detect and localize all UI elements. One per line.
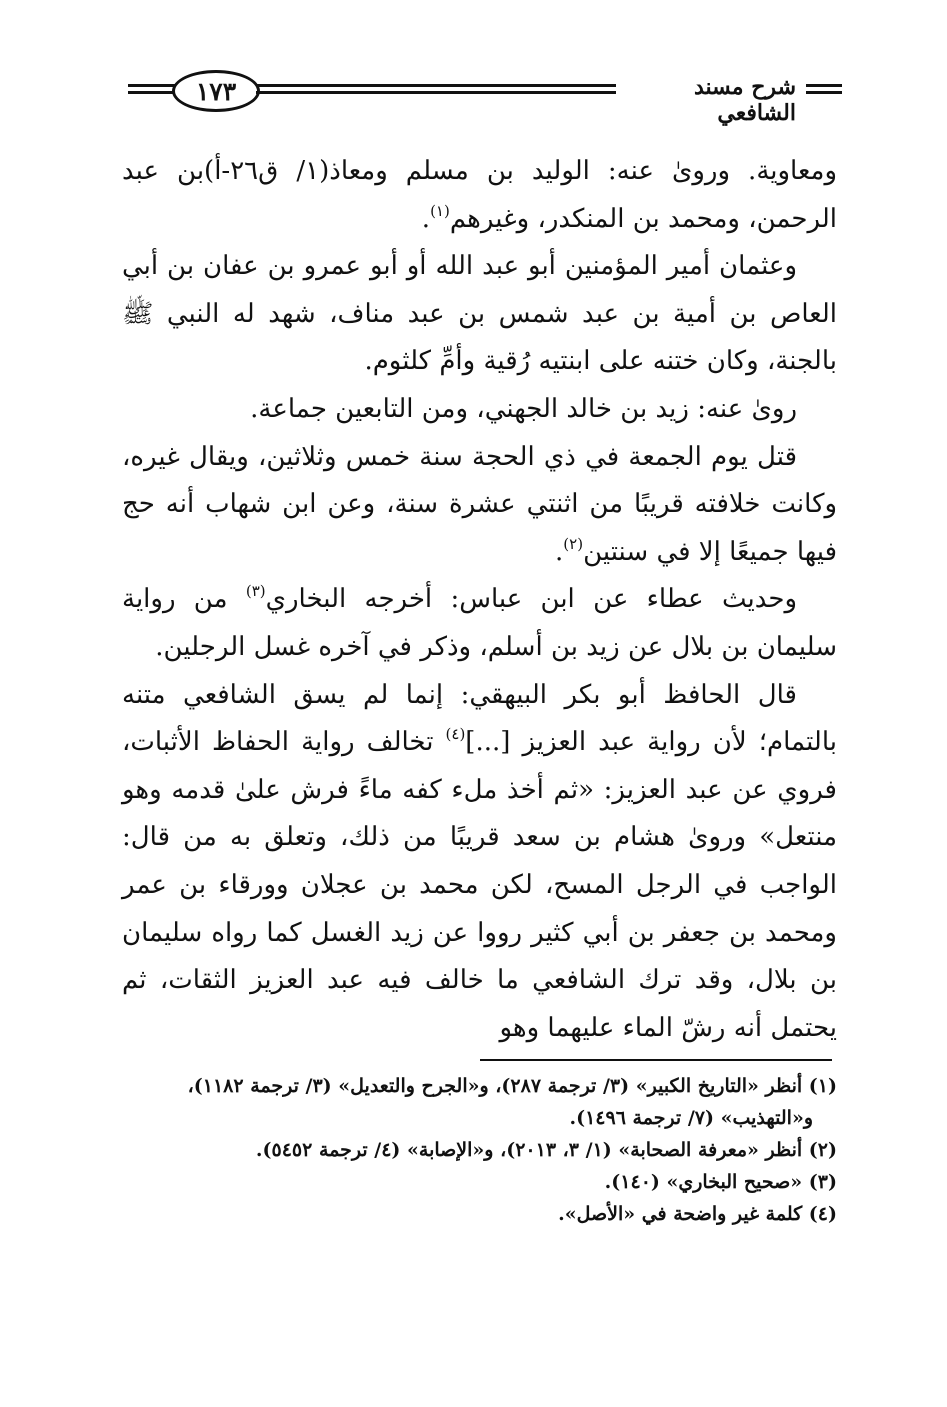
- footnotes: [122, 1070, 837, 1230]
- header-rule-left: [128, 84, 178, 98]
- text-line: وعثمان أمير المؤمنين أبو عبد الله أو أبو عمرو بن عفان بن أبي: [122, 251, 797, 282]
- footnote-1: [122, 1070, 837, 1102]
- text-line-end: .: [421, 203, 431, 234]
- text-line: عبد العزيز: «ثم أخذ ملء كفه ماءً فرش علىٰ قدمه وهو منتعل» وروىٰ: [122, 774, 838, 853]
- footnote-line: و«التهذيب» (٧/ ترجمة ١٤٩٦).: [569, 1107, 813, 1129]
- text-line: هشام بن سعد قريبًا من ذلك، وتعلق به من قال: الواجب في الرجل: [122, 822, 837, 900]
- main-text: [122, 148, 837, 1052]
- text-line: وكان ختنه على ابنتيه رُقية وأمِّ كلثوم.: [364, 346, 759, 377]
- running-title: شرح مسند الشافعي: [693, 74, 796, 126]
- text-line: من رواية: [122, 584, 246, 615]
- footnote-ref-3[interactable]: (٣): [245, 582, 266, 601]
- text-line: وحديث عطاء عن ابن عباس: أخرجه البخاري: [265, 584, 797, 615]
- text-line: تخالف رواية الحفاظ الأثبات، فروي عن: [122, 727, 837, 805]
- header-rule-middle: [256, 84, 616, 98]
- text-line: ما خالف فيه عبد العزيز الثقات، ثم يحتمل أنه رشّ الماء عليهما وهو: [122, 965, 837, 1043]
- text-line: العاص بن أمية بن عبد شمس بن عبد مناف، شهد له النبي ﷺ بالجنة،: [122, 298, 837, 377]
- footnote-ref-1[interactable]: (١): [430, 201, 450, 220]
- paragraph-5: [122, 576, 837, 671]
- paragraph-2: [122, 243, 837, 386]
- paragraph-4: [122, 434, 837, 577]
- paragraph-3: [122, 386, 837, 434]
- footnote-1-continued: [122, 1102, 837, 1134]
- text-line: المسح، لكن محمد بن عجلان وورقاء بن عمر ومحمد بن جعفر بن أبي: [122, 869, 837, 948]
- footnote-line: (٤) كلمة غير واضحة في «الأصل».: [558, 1203, 837, 1225]
- footnote-2: [122, 1134, 837, 1166]
- text-line: ومعاوية. وروىٰ عنه: الوليد بن مسلم ومعاذ(١/ ق٢٦-أ)بن عبد: [122, 156, 837, 186]
- footnote-divider: [480, 1059, 832, 1061]
- text-line-end: .: [555, 536, 564, 567]
- text-line: جميعًا إلا في سنتين: [583, 536, 789, 567]
- text-line: الرحمن، ومحمد بن المنكدر، وغيرهم: [449, 203, 837, 234]
- text-line: لأن رواية عبد العزيز [...]: [465, 727, 747, 758]
- footnote-4: [122, 1198, 837, 1230]
- footnote-line: (٣) «صحيح البخاري» (١٤٠).: [604, 1171, 837, 1193]
- text-line: كثير رووا عن زيد الغسل كما رواه سليمان بن بلال، وقد ترك الشافعي: [122, 917, 837, 996]
- footnote-ref-4[interactable]: (٤): [445, 725, 466, 744]
- footnote-line: (١) أنظر «التاريخ الكبير» (٣/ ترجمة ٢٨٧)، و«الجرح والتعديل» (٣/ ترجمة ١١٨٢)،: [187, 1075, 837, 1097]
- paragraph-6: [122, 672, 837, 1053]
- text-line: روىٰ عنه: زيد بن خالد الجهني، ومن التابعين جماعة.: [250, 393, 797, 424]
- footnote-3: [122, 1166, 837, 1198]
- text-line: قال الحافظ أبو بكر البيهقي: إنما لم يسق الشافعي متنه بالتمام؛: [122, 679, 837, 758]
- paragraph-1: [122, 148, 837, 243]
- page-header: [128, 66, 842, 126]
- text-line: قتل يوم الجمعة في ذي الحجة سنة خمس وثلاثين، ويقال غيره،: [122, 441, 797, 472]
- footnote-line: (٢) أنظر «معرفة الصحابة» (١/ ٣، ٢٠١٣)، و«الإصابة» (٤/ ترجمة ٥٤٥٢).: [255, 1139, 837, 1161]
- text-line: سليمان بن بلال عن زيد بن أسلم، وذكر في آخره غسل الرجلين.: [155, 631, 837, 662]
- page-number: ١٧٣: [172, 70, 260, 112]
- footnote-ref-2[interactable]: (٢): [563, 534, 584, 553]
- text-line: وكانت خلافته قريبًا من اثنتي عشرة سنة، وعن ابن شهاب أنه حج فيها: [122, 489, 837, 567]
- header-rule-right: [806, 84, 842, 98]
